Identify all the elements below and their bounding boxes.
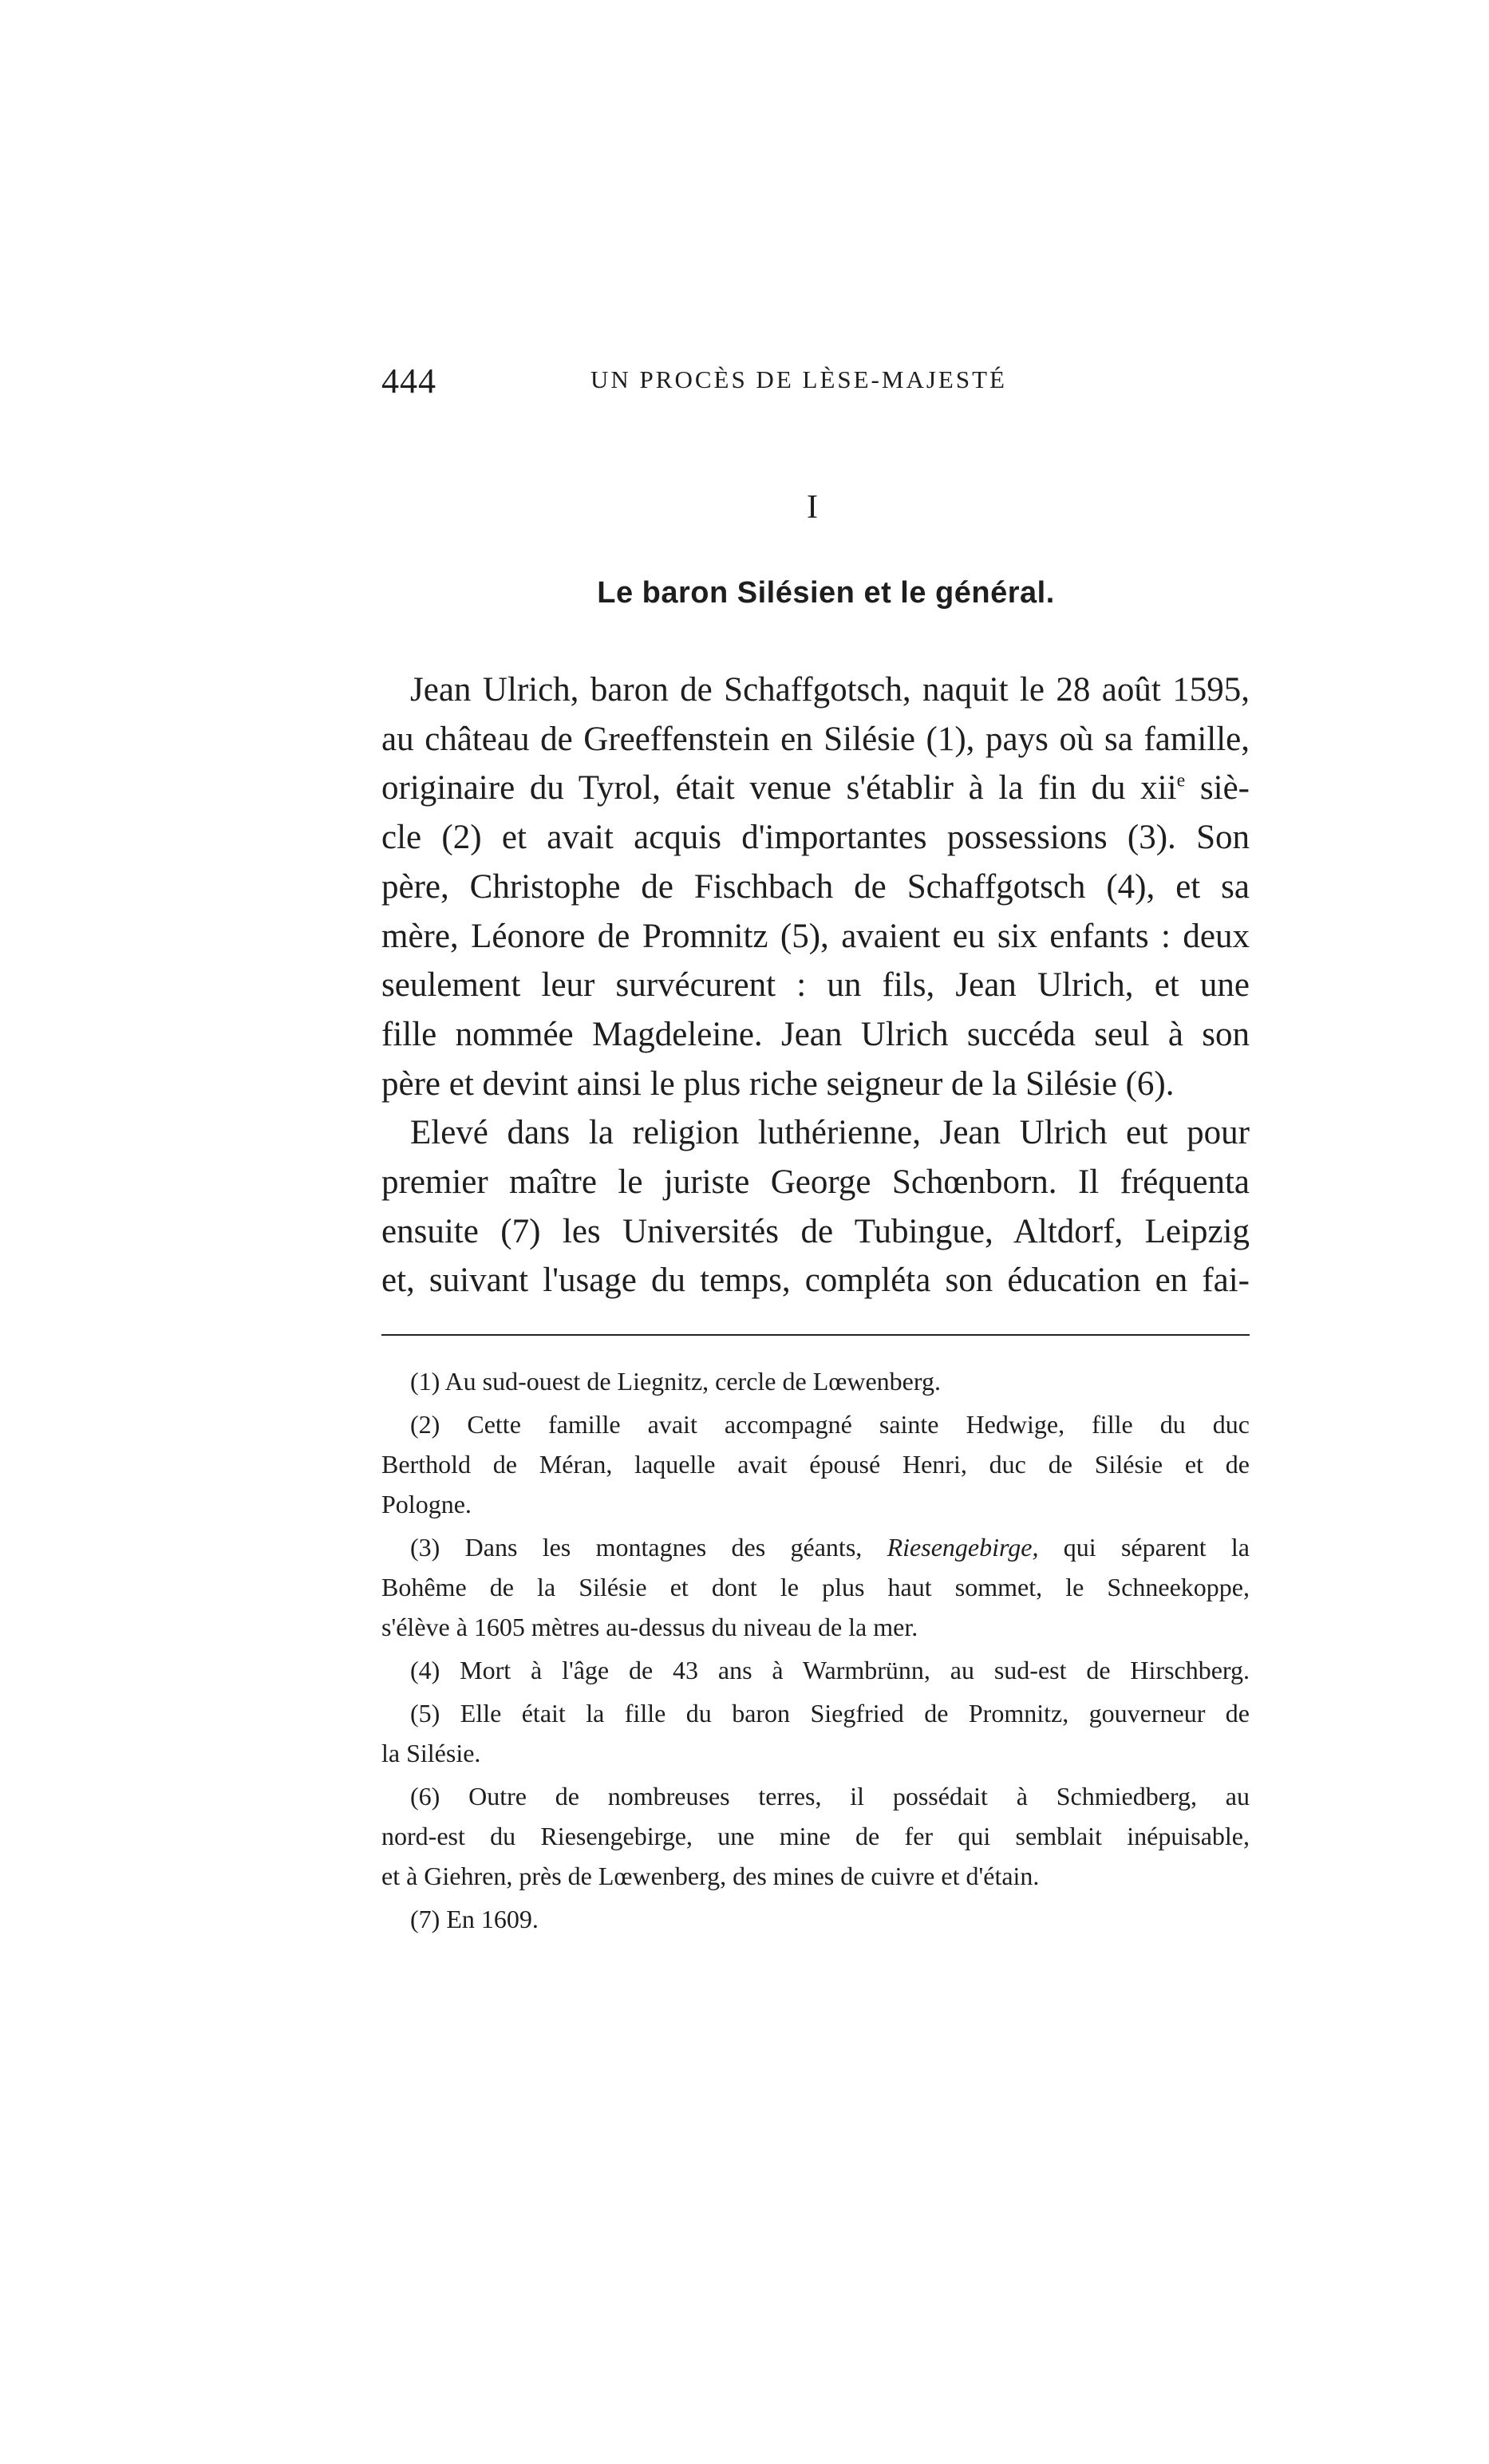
- body-line: fille nommée Magdeleine. Jean Ulrich succéda seul à son: [381, 1015, 1250, 1053]
- page-number: 444: [381, 361, 436, 401]
- footnote-6-line: nord-est du Riesengebirge, une mine de fer qui semblait inépuisable,: [381, 1822, 1250, 1850]
- body-line: ensuite (7) les Universités de Tubingue, Altdorf, Leipzig: [381, 1212, 1250, 1250]
- footnote-6: (6) Outre de nombreuses terres, il possédait à Schmiedberg, au: [410, 1782, 1250, 1810]
- footnote-2-line: Pologne.: [381, 1490, 472, 1518]
- body-line: père, Christophe de Fischbach de Schaffgotsch (4), et sa: [381, 867, 1250, 906]
- footnote-3: (3) Dans les montagnes des géants, Riesengebirge, qui séparent la: [410, 1533, 1250, 1562]
- footnote-3-line: Bohême de la Silésie et dont le plus haut sommet, le Schneekoppe,: [381, 1573, 1250, 1601]
- body-line: et, suivant l'usage du temps, compléta son éducation en fai-: [381, 1262, 1250, 1300]
- footnote-1: (1) Au sud-ouest de Liegnitz, cercle de Lœwenberg.: [410, 1367, 941, 1396]
- body-line: au château de Greeffenstein en Silésie (1), pays où sa famille,: [381, 720, 1250, 758]
- body-line: mère, Léonore de Promnitz (5), avaient eu six enfants : deux: [381, 917, 1250, 955]
- running-title: UN PROCÈS DE LÈSE-MAJESTÉ: [590, 365, 1007, 393]
- footnote-2: (2) Cette famille avait accompagné sainte Hedwige, fille du duc: [410, 1410, 1250, 1439]
- footnote-7: (7) En 1609.: [410, 1905, 539, 1933]
- footnote-2-line: Berthold de Méran, laquelle avait épousé Henri, duc de Silésie et de: [381, 1450, 1250, 1479]
- body-line: Jean Ulrich, baron de Schaffgotsch, naquit le 28 août 1595,: [410, 671, 1250, 709]
- section-title: Le baron Silésien et le général.: [597, 576, 1055, 610]
- body-text: [381, 665, 1250, 1305]
- footnote-3-line: s'élève à 1605 mètres au-dessus du niveau de la mer.: [381, 1613, 918, 1641]
- body-line: seulement leur survécurent : un fils, Jean Ulrich, et une: [381, 966, 1250, 1005]
- section-number: I: [807, 489, 818, 526]
- footnote-divider: [381, 1334, 1250, 1336]
- footnote-5: (5) Elle était la fille du baron Siegfried de Promnitz, gouverneur de: [410, 1699, 1250, 1728]
- body-line: père et devint ainsi le plus riche seigneur de la Silésie (6).: [381, 1064, 1175, 1103]
- footnote-5-line: la Silésie.: [381, 1739, 481, 1767]
- body-line: originaire du Tyrol, était venue s'établir à la fin du xii$^e$ siè-: [381, 769, 1250, 808]
- body-line: Elevé dans la religion luthérienne, Jean Ulrich eut pour: [410, 1114, 1250, 1152]
- footnotes: [381, 1361, 1250, 1939]
- body-line: premier maître le juriste George Schœnborn. Il fréquenta: [381, 1163, 1250, 1202]
- footnote-4: (4) Mort à l'âge de 43 ans à Warmbrünn, au sud-est de Hirschberg.: [410, 1656, 1250, 1684]
- footnote-6-line: et à Giehren, près de Lœwenberg, des mines de cuivre et d'étain.: [381, 1862, 1040, 1890]
- body-line: cle (2) et avait acquis d'importantes possessions (3). Son: [381, 819, 1250, 857]
